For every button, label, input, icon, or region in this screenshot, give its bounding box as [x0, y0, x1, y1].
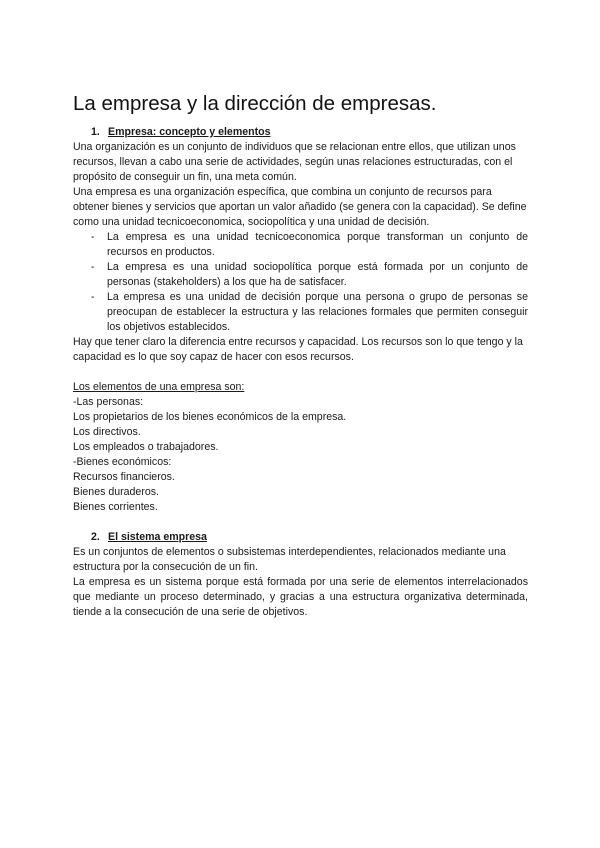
section-heading-2	[73, 530, 528, 545]
element-line: Bienes corrientes.	[73, 501, 158, 513]
list-item-text: La empresa es una unidad sociopolítica porque está formada por un conjunto de personas (stakeholders) a los que ha de satisfacer.	[107, 261, 528, 288]
paragraph: Una empresa es una organización específica, que combina un conjunto de recursos para obtener bienes y servicios que aportan un valor añadido (se genera con la capacidad). Se define como una unidad tecnicoeconomica, sociopolítica y una unidad de decisión.	[73, 186, 527, 228]
paragraph: Hay que tener claro la diferencia entre recursos y capacidad. Los recursos son lo que tengo y la capacidad es lo que soy capaz de hacer con esos recursos.	[73, 336, 523, 363]
paragraph: Una organización es un conjunto de individuos que se relacionan entre ellos, que utilizan unos recursos, llevan a cabo una serie de actividades, según unas relaciones estructuradas, con el propósito de conseguir un fin, una meta común.	[73, 141, 516, 183]
list-item	[73, 230, 528, 260]
list-item	[73, 290, 528, 335]
dash-bullet: -	[91, 291, 95, 303]
element-line: Los propietarios de los bienes económicos de la empresa.	[73, 411, 347, 423]
element-line: Recursos financieros.	[73, 471, 175, 483]
section-title: El sistema empresa	[108, 531, 207, 543]
section-heading-1	[73, 125, 528, 140]
element-line: -Las personas:	[73, 396, 144, 408]
dash-bullet: -	[91, 261, 95, 273]
element-line: Los empleados o trabajadores.	[73, 441, 219, 453]
page-title: La empresa y la dirección de empresas.	[73, 92, 437, 115]
dash-bullet: -	[91, 231, 95, 243]
spacer	[73, 365, 528, 380]
paragraph: La empresa es un sistema porque está formada por una serie de elementos interrelacionados que mediante un proceso determinado, y gracias a una estructura organizativa determinada, tiende a la consecución de una serie de objetivos.	[73, 576, 528, 618]
section-number: 1.	[91, 126, 100, 138]
element-line: Los directivos.	[73, 426, 141, 438]
bullet-list	[73, 230, 528, 335]
section-number: 2.	[91, 531, 100, 543]
document-body	[73, 125, 528, 620]
elements-heading: Los elementos de una empresa son:	[73, 381, 245, 393]
paragraph: Es un conjuntos de elementos o subsistemas interdependientes, relacionados mediante una estructura por la consecución de un fin.	[73, 546, 506, 573]
list-item	[73, 260, 528, 290]
element-line: -Bienes económicos:	[73, 456, 172, 468]
list-item-text: La empresa es una unidad tecnicoeconomica porque transforman un conjunto de recursos en productos.	[107, 231, 528, 258]
spacer	[73, 515, 528, 530]
element-line: Bienes duraderos.	[73, 486, 159, 498]
list-item-text: La empresa es una unidad de decisión porque una persona o grupo de personas se preocupan de establecer la estructura y las relaciones formales que permiten conseguir los objetivos establecidos.	[107, 291, 528, 333]
section-title: Empresa: concepto y elementos	[108, 126, 271, 138]
